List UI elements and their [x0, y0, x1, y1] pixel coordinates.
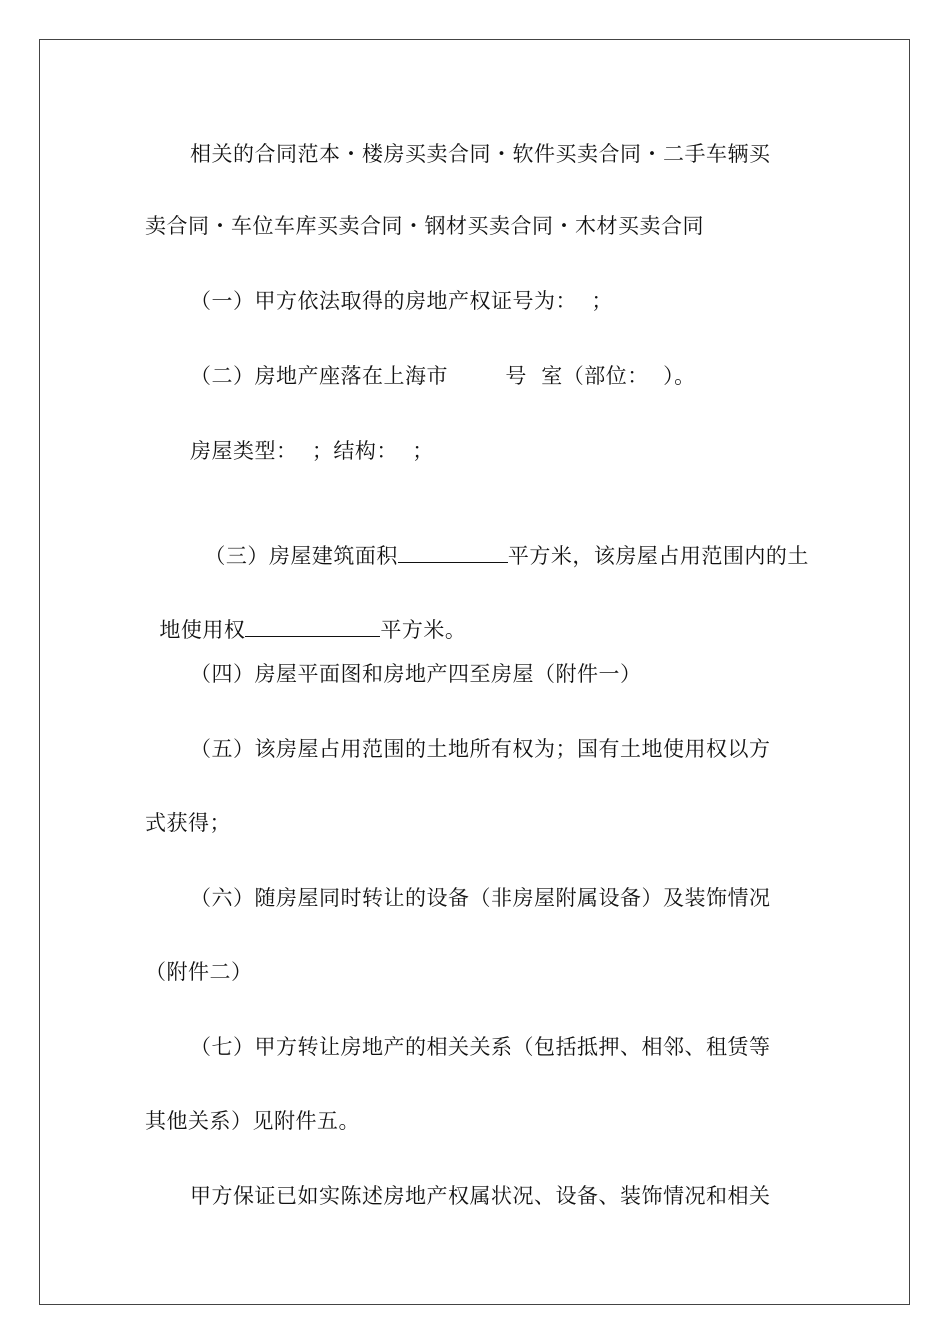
clause-3-text-b: 平方米，该房屋占用范围内的土: [507, 544, 809, 568]
related-templates-line-2: 卖合同・车位车库买卖合同・钢材买卖合同・木材买卖合同: [145, 214, 704, 238]
clause-6-equipment-line-1: （六）随房屋同时转让的设备（非房屋附属设备）及装饰情况: [190, 886, 771, 910]
clause-3-area-line-1: [190, 510, 809, 571]
clause-3-area-line-2: [145, 584, 466, 645]
land-area-blank: [245, 614, 380, 637]
clause-7-relations-line-1: （七）甲方转让房地产的相关关系（包括抵押、相邻、租赁等: [190, 1035, 771, 1059]
clause-3-text-c: 地使用权: [159, 618, 246, 642]
clause-5-land-line-1: （五）该房屋占用范围的土地所有权为；国有土地使用权以方: [190, 737, 771, 761]
area-blank: [398, 540, 508, 563]
guarantee-paragraph-line-1: 甲方保证已如实陈述房地产权属状况、设备、装饰情况和相关: [190, 1184, 771, 1208]
clause-5-land-line-2: 式获得；: [145, 811, 231, 835]
clause-3-text-a: （三）房屋建筑面积: [204, 544, 398, 568]
clause-2-type-structure: 房屋类型： ；结构： ；: [190, 439, 434, 463]
clause-4-floor-plan: （四）房屋平面图和房地产四至房屋（附件一）: [190, 662, 642, 686]
clause-1-certificate: （一）甲方依法取得的房地产权证号为： ；: [190, 289, 613, 313]
clause-7-relations-line-2: 其他关系）见附件五。: [145, 1109, 360, 1133]
clause-2-location: （二）房地产座落在上海市 号 室（部位： ）。: [190, 364, 696, 388]
related-templates-line-1: 相关的合同范本・楼房买卖合同・软件买卖合同・二手车辆买: [190, 142, 771, 166]
clause-3-text-d: 平方米。: [380, 618, 467, 642]
clause-6-equipment-line-2: （附件二）: [145, 960, 253, 984]
